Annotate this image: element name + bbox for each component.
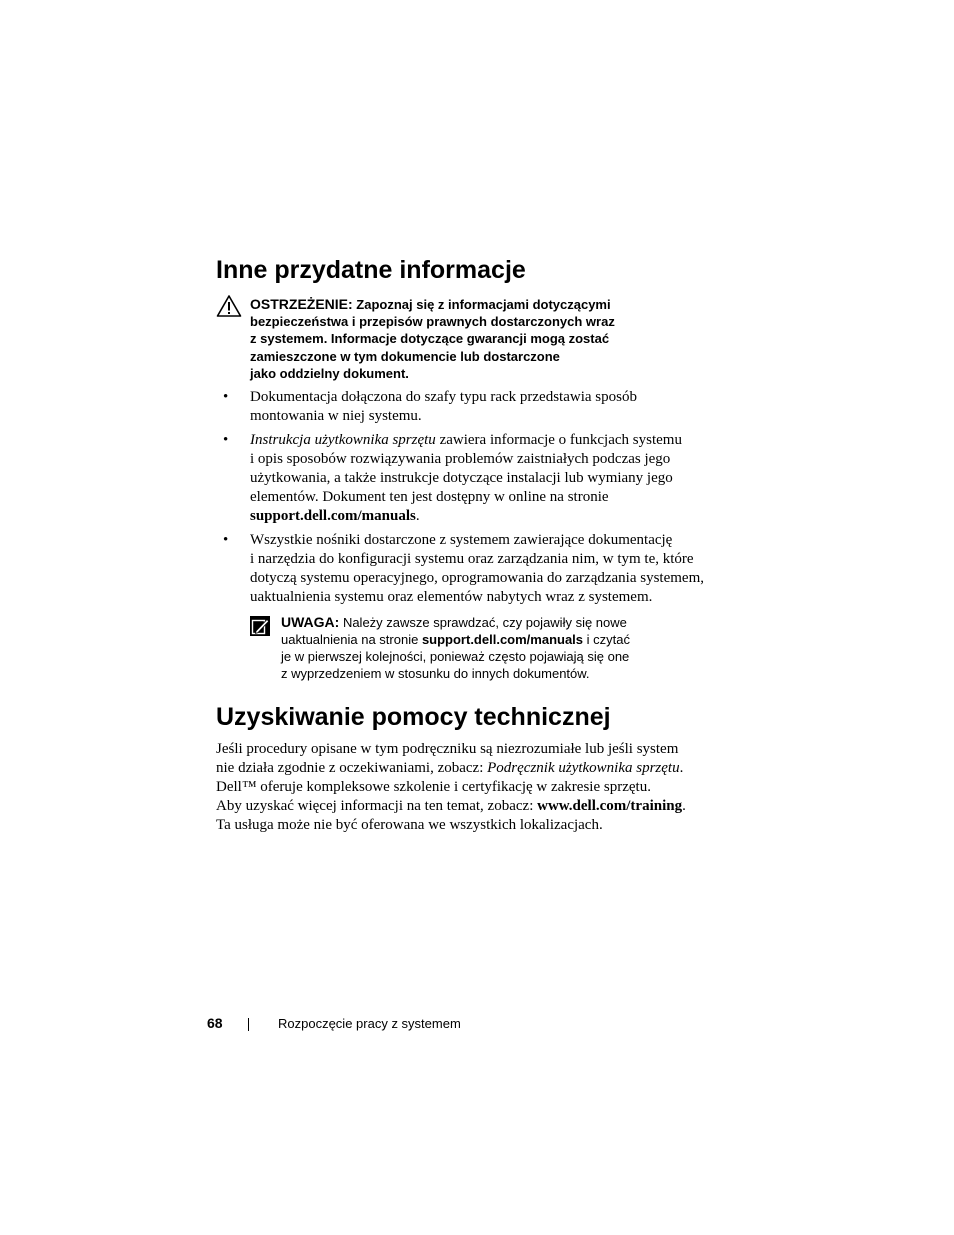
punctuation: .	[682, 798, 686, 814]
training-link[interactable]: www.dell.com/training	[537, 798, 683, 814]
note-line: Należy zawsze sprawdzać, czy pojawiły się nowe	[339, 615, 627, 630]
section-heading-other-info: Inne przydatne informacje	[216, 256, 526, 284]
warning-line: jako oddzielny dokument.	[250, 365, 409, 381]
running-title: Rozpoczęcie pracy z systemem	[278, 1016, 461, 1031]
section-heading-technical-help: Uzyskiwanie pomocy technicznej	[216, 703, 611, 731]
list-item	[216, 531, 716, 607]
bullet-marker: •	[223, 532, 229, 548]
technical-help-paragraph	[216, 740, 716, 835]
paragraph-line: Aby uzyskać więcej informacji na ten temat, zobacz:	[216, 798, 538, 814]
punctuation: .	[415, 508, 420, 524]
paragraph-line: Dell™ oferuje kompleksowe szkolenie i certyfikację w zakresie sprzętu.	[216, 779, 651, 795]
documentation-list	[216, 388, 716, 607]
warning-line: z systemem. Informacje dotyczące gwarancji mogą zostać	[250, 331, 610, 347]
punctuation: .	[679, 760, 684, 776]
note-label: UWAGA:	[281, 614, 340, 630]
warning-triangle-icon	[216, 294, 242, 318]
list-item-line: elementów. Dokument ten jest dostępny w online na stronie	[250, 489, 609, 505]
note-pencil-icon	[250, 616, 270, 636]
warning-line: Zapoznaj się z informacjami dotyczącymi	[356, 297, 611, 312]
note-manuals-link[interactable]: support.dell.com/manuals	[421, 632, 584, 647]
hardware-guide-title: Instrukcja użytkownika sprzętu	[250, 432, 436, 448]
list-item-line: i opis sposobów rozwiązywania problemów zaistniałych podczas jego	[250, 451, 671, 467]
warning-label: OSTRZEŻENIE:	[250, 296, 353, 312]
paragraph-line: Jeśli procedury opisane w tym podręczniku są niezrozumiałe lub jeśli system	[216, 741, 679, 757]
bullet-marker: •	[223, 432, 229, 448]
user-guide-title: Podręcznik użytkownika sprzętu	[487, 760, 680, 776]
footer-divider	[248, 1018, 249, 1031]
list-item-line: Dokumentacja dołączona do szafy typu rack przedstawia sposób	[250, 389, 637, 405]
list-item-line: zawiera informacje o funkcjach systemu	[435, 432, 682, 448]
list-item-line: i narzędzia do konfiguracji systemu oraz zarządzania nim, w tym te, które	[250, 551, 694, 567]
list-item	[216, 388, 716, 426]
paragraph-line: nie działa zgodnie z oczekiwaniami, zobacz:	[216, 760, 488, 776]
list-item-line: użytkowania, a także instrukcje dotyczące instalacji lub wymiany jego	[250, 470, 673, 486]
note-line: z wyprzedzeniem w stosunku do innych dokumentów.	[281, 666, 590, 681]
note-line: uaktualnienia na stronie	[281, 632, 422, 647]
list-item	[216, 431, 716, 526]
manuals-link[interactable]: support.dell.com/manuals	[250, 508, 416, 524]
list-item-line: dotyczą systemu operacyjnego, oprogramowania do zarządzania systemem,	[250, 570, 704, 586]
list-item-line: uaktualnienia systemu oraz elementów nabytych wraz z systemem.	[250, 589, 653, 605]
list-item-line: montowania w niej systemu.	[250, 408, 422, 424]
warning-line: bezpieczeństwa i przepisów prawnych dostarczonych wraz	[250, 314, 615, 330]
note-line: i czytać	[583, 632, 630, 647]
bullet-marker: •	[223, 389, 229, 405]
page-number: 68	[207, 1015, 223, 1031]
page-footer	[0, 1015, 954, 1035]
list-item-line: Wszystkie nośniki dostarczone z systemem zawierające dokumentację	[250, 532, 673, 548]
note-line: je w pierwszej kolejności, ponieważ często pojawiają się one	[281, 649, 630, 664]
paragraph-line: Ta usługa może nie być oferowana we wszystkich lokalizacjach.	[216, 817, 603, 833]
warning-line: zamieszczone w tym dokumencie lub dostarczone	[250, 348, 560, 364]
